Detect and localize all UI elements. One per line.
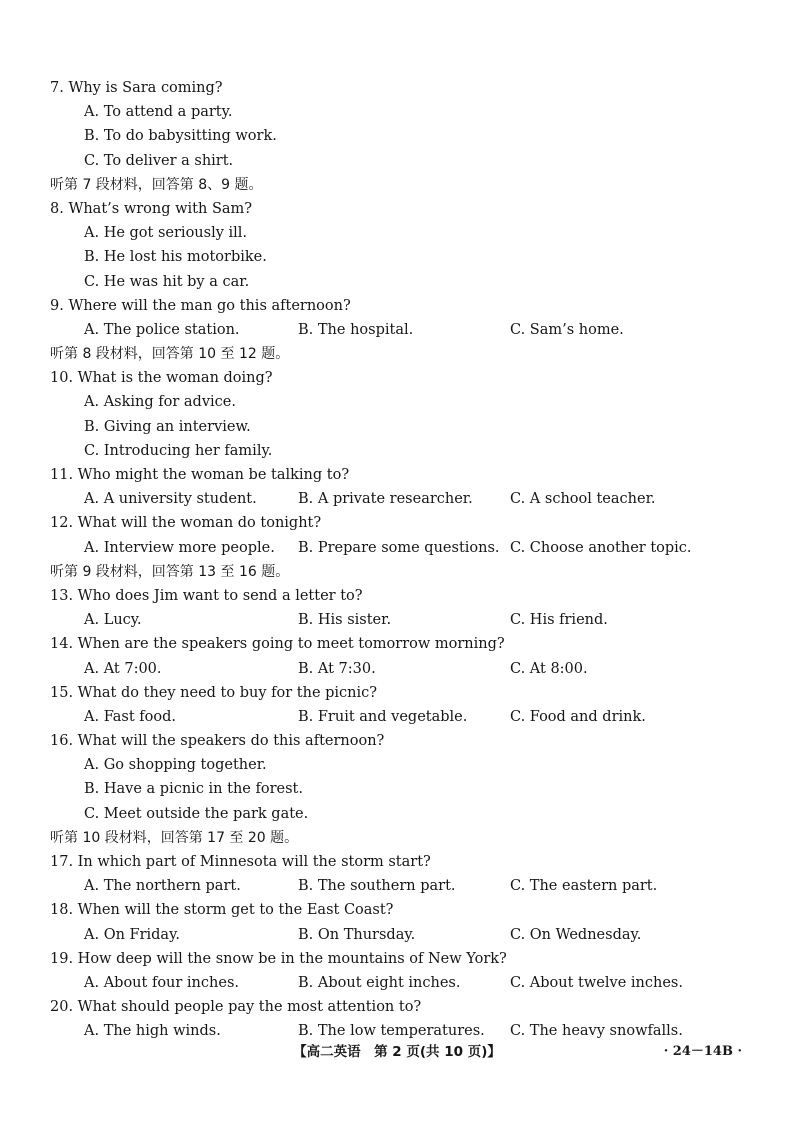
option-12a: A. Interview more people.: [84, 539, 275, 556]
option-14b: B. At 7:30.: [298, 660, 376, 677]
option-17c: C. The eastern part.: [510, 878, 658, 895]
option-12c: C. Choose another topic.: [510, 539, 692, 556]
question-9: 9. Where will the man go this afternoon?: [50, 297, 351, 314]
question-8: 8. What’s wrong with Sam?: [50, 200, 253, 217]
option-14c: C. At 8:00.: [510, 660, 588, 677]
option-11c: C. A school teacher.: [510, 491, 656, 508]
option-11b: B. A private researcher.: [298, 491, 473, 508]
option-13c: C. His friend.: [510, 612, 608, 629]
option-8a: A. He got seriously ill.: [84, 225, 248, 242]
section-instruction-7: 听第 7 段材料，回答第 8、9 题。: [50, 176, 263, 193]
footer-page-info: 【高二英语 第 2 页(共 10 页)】: [293, 1044, 501, 1060]
option-16a: A. Go shopping together.: [84, 757, 267, 774]
option-17b: B. The southern part.: [298, 878, 456, 895]
option-19b: B. About eight inches.: [298, 974, 461, 991]
option-18a: A. On Friday.: [84, 926, 180, 943]
page-footer: [0, 1040, 794, 1064]
options-18: [50, 923, 750, 947]
options-12: [50, 536, 750, 560]
section-instruction-10: 听第 10 段材料，回答第 17 至 20 题。: [50, 829, 299, 846]
options-14: [50, 657, 750, 681]
option-15a: A. Fast food.: [84, 708, 177, 725]
options-15: [50, 705, 750, 729]
option-10b: B. Giving an interview.: [84, 418, 251, 435]
option-8c: C. He was hit by a car.: [84, 273, 250, 290]
options-11: [50, 487, 750, 511]
question-list: [50, 76, 750, 1044]
option-10a: A. Asking for advice.: [84, 394, 236, 411]
question-17: 17. In which part of Minnesota will the storm start?: [50, 854, 431, 870]
question-12: 12. What will the woman do tonight?: [50, 515, 322, 532]
option-18b: B. On Thursday.: [298, 926, 416, 943]
question-20: 20. What should people pay the most attention to?: [50, 999, 422, 1016]
options-19: [50, 971, 750, 995]
options-9: [50, 318, 750, 342]
question-13: 13. Who does Jim want to send a letter to?: [50, 587, 363, 604]
question-10: 10. What is the woman doing?: [50, 370, 273, 387]
question-11: 11. Who might the woman be talking to?: [50, 467, 350, 483]
option-8b: B. He lost his motorbike.: [84, 249, 267, 266]
options-13: [50, 608, 750, 632]
option-18c: C. On Wednesday.: [510, 926, 642, 943]
section-instruction-8: 听第 8 段材料，回答第 10 至 12 题。: [50, 346, 290, 363]
footer-paper-code: · 24－14B ·: [663, 1044, 742, 1059]
option-19a: A. About four inches.: [84, 974, 239, 991]
option-10c: C. Introducing her family.: [84, 442, 273, 459]
option-7c: C. To deliver a shirt.: [84, 152, 234, 169]
option-14a: A. At 7:00.: [84, 660, 162, 677]
option-20c: C. The heavy snowfalls.: [510, 1023, 683, 1040]
options-17: [50, 874, 750, 898]
question-16: 16. What will the speakers do this afternoon?: [50, 733, 385, 750]
question-7: 7. Why is Sara coming?: [50, 80, 223, 96]
option-13b: B. His sister.: [298, 612, 392, 629]
option-9b: B. The hospital.: [298, 321, 414, 338]
option-9a: A. The police station.: [84, 321, 240, 338]
question-14: 14. When are the speakers going to meet tomorrow morning?: [50, 636, 505, 653]
option-12b: B. Prepare some questions.: [298, 539, 500, 556]
option-20b: B. The low temperatures.: [298, 1023, 485, 1040]
option-9c: C. Sam’s home.: [510, 321, 624, 338]
option-7a: A. To attend a party.: [84, 104, 233, 121]
option-11a: A. A university student.: [84, 491, 257, 508]
question-18: 18. When will the storm get to the East Coast?: [50, 902, 394, 919]
question-19: 19. How deep will the snow be in the mountains of New York?: [50, 950, 507, 967]
option-16b: B. Have a picnic in the forest.: [84, 781, 303, 798]
option-17a: A. The northern part.: [84, 878, 241, 895]
option-15c: C. Food and drink.: [510, 708, 646, 725]
option-7b: B. To do babysitting work.: [84, 128, 277, 145]
section-instruction-9: 听第 9 段材料，回答第 13 至 16 题。: [50, 563, 290, 580]
question-15: 15. What do they need to buy for the picnic?: [50, 684, 378, 701]
option-20a: A. The high winds.: [84, 1023, 221, 1040]
option-13a: A. Lucy.: [84, 612, 142, 629]
option-16c: C. Meet outside the park gate.: [84, 805, 309, 822]
option-15b: B. Fruit and vegetable.: [298, 708, 468, 725]
option-19c: C. About twelve inches.: [510, 974, 683, 991]
